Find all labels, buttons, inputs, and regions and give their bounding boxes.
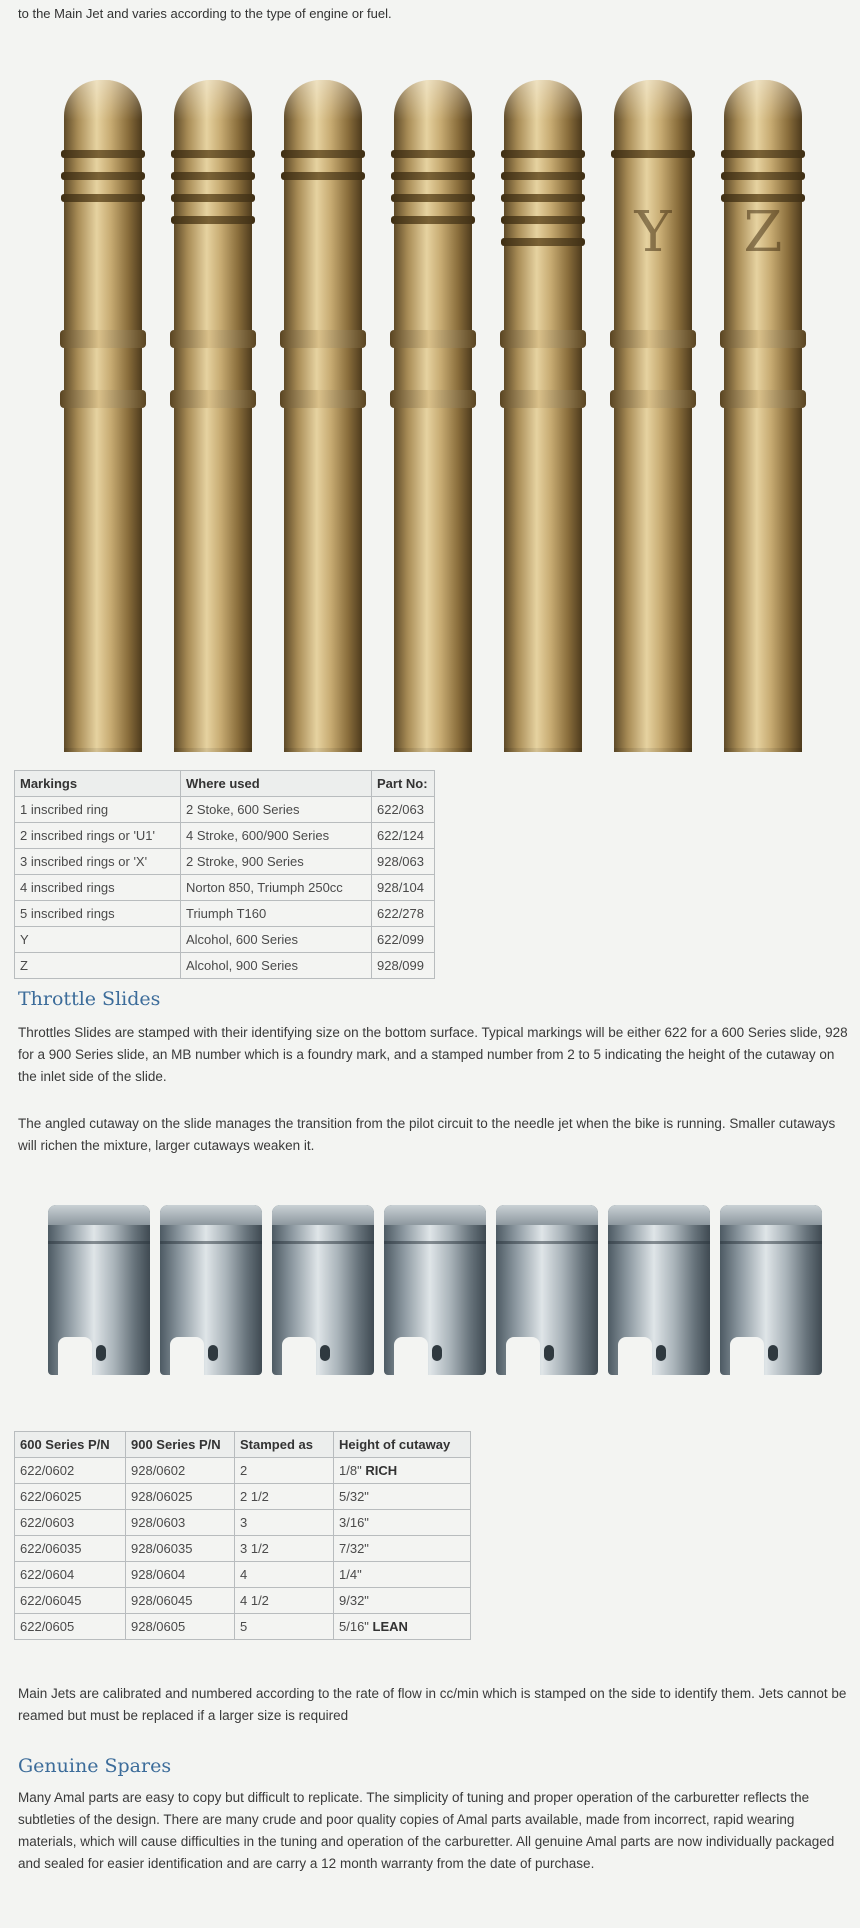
table-row [15,901,435,927]
slide-slot [432,1345,442,1361]
slide-top [384,1205,486,1225]
cutaway-height: 1/8" [339,1463,362,1478]
slide-top [496,1205,598,1225]
slide-cut [170,1337,204,1375]
column-header: 600 Series P/N [15,1432,126,1458]
table-cell [334,1588,471,1614]
slide-cut [282,1337,316,1375]
genuine-spares-heading: Genuine Spares [18,1755,172,1777]
slide-cutaway-table [14,1431,471,1640]
table-cell [334,1458,471,1484]
clip-groove [280,390,366,408]
column-header: 900 Series P/N [126,1432,235,1458]
table-cell: 5 [235,1614,334,1640]
clip-groove [720,390,806,408]
slide-cut [394,1337,428,1375]
slide-slot [208,1345,218,1361]
table-cell: 4 Stroke, 600/900 Series [181,823,372,849]
table-cell: Triumph T160 [181,901,372,927]
table-row [15,823,435,849]
genuine-spares-paragraph: Many Amal parts are easy to copy but difficult to replicate. The simplicity of tuning and proper operation of the carburetter reflects the subtleties of the design. There are many crude and poor quality copies of Amal parts available, made from incorrect, rapid wearing materials, which will cause difficulties in the tuning and operation of the carburetter. All genuine Amal parts are now individually packaged and sealed for easier identification and are carry a 12 month warranty from the date of purchase. [18,1790,835,1871]
table-row [15,797,435,823]
throttle-slide [496,1205,598,1375]
cutaway-height: 9/32" [339,1593,369,1608]
table-cell: 622/06035 [15,1536,126,1562]
clip-groove [610,390,696,408]
table-row [15,849,435,875]
table-row [15,1562,471,1588]
table-cell: 2 Stoke, 600 Series [181,797,372,823]
inscribed-ring [171,150,255,158]
throttle-slide [384,1205,486,1375]
inscribed-ring [611,150,695,158]
column-header: Markings [15,771,181,797]
inscribed-ring [501,194,585,202]
needle-marking: Z [743,200,783,265]
needle-tip [724,80,802,120]
table-cell: 2 inscribed rings or 'U1' [15,823,181,849]
inscribed-ring [61,194,145,202]
table-cell [334,1484,471,1510]
slide-cut [618,1337,652,1375]
needle-tip [64,80,142,120]
table-cell: 4 inscribed rings [15,875,181,901]
table-cell: 928/0603 [126,1510,235,1536]
inscribed-ring [281,172,365,180]
table-cell: 622/124 [372,823,435,849]
needle-tip [614,80,692,120]
table-row [15,1510,471,1536]
table-cell: 928/099 [372,953,435,979]
intro-text: to the Main Jet and varies according to the type of engine or fuel. [18,6,392,21]
inscribed-ring [721,150,805,158]
table-row [15,1458,471,1484]
inscribed-ring [171,216,255,224]
slide-slot [320,1345,330,1361]
mixture-note: RICH [365,1463,398,1478]
table-row [15,1614,471,1640]
slide-cut [730,1337,764,1375]
jet-needle [394,80,472,752]
cutaway-height: 1/4" [339,1567,362,1582]
jet-needles-photo [48,80,814,752]
slide-band [384,1241,486,1244]
table-cell: 928/104 [372,875,435,901]
inscribed-ring [501,216,585,224]
inscribed-ring [171,194,255,202]
slide-band [496,1241,598,1244]
mixture-note: LEAN [372,1619,408,1634]
table-row [15,953,435,979]
table-cell: 622/278 [372,901,435,927]
slide-slot [768,1345,778,1361]
column-header: Height of cutaway [334,1432,471,1458]
cutaway-height: 5/32" [339,1489,369,1504]
clip-groove [720,330,806,348]
table-cell: 928/06035 [126,1536,235,1562]
throttle-slide [48,1205,150,1375]
table-cell: 622/063 [372,797,435,823]
slide-band [608,1241,710,1244]
clip-groove [610,330,696,348]
table-cell: Z [15,953,181,979]
throttle-slide [160,1205,262,1375]
table-cell: 1 inscribed ring [15,797,181,823]
inscribed-ring [61,150,145,158]
inscribed-ring [391,150,475,158]
inscribed-ring [281,150,365,158]
table-cell: 928/06025 [126,1484,235,1510]
inscribed-ring [61,172,145,180]
clip-groove [390,390,476,408]
table-cell: Alcohol, 600 Series [181,927,372,953]
clip-groove [390,330,476,348]
table-row [15,1536,471,1562]
table-cell: Norton 850, Triumph 250cc [181,875,372,901]
inscribed-ring [391,194,475,202]
table-cell: 4 1/2 [235,1588,334,1614]
slide-top [272,1205,374,1225]
column-header: Where used [181,771,372,797]
throttle-slide [272,1205,374,1375]
table-cell: Alcohol, 900 Series [181,953,372,979]
jet-needle [614,80,692,752]
slide-band [272,1241,374,1244]
table-cell: 622/0604 [15,1562,126,1588]
table-cell: 928/063 [372,849,435,875]
table-row [15,875,435,901]
table-cell [334,1562,471,1588]
column-header: Stamped as [235,1432,334,1458]
slide-slot [96,1345,106,1361]
table-row [15,1588,471,1614]
table-cell: 622/099 [372,927,435,953]
table-cell: 928/06045 [126,1588,235,1614]
slide-slot [656,1345,666,1361]
table-cell: 622/0603 [15,1510,126,1536]
table-cell: 3 1/2 [235,1536,334,1562]
table-cell: 2 1/2 [235,1484,334,1510]
throttle-slide [720,1205,822,1375]
clip-groove [500,390,586,408]
table-cell: Y [15,927,181,953]
needle-tip [174,80,252,120]
inscribed-ring [391,172,475,180]
table-cell: 2 Stroke, 900 Series [181,849,372,875]
throttle-slides-heading: Throttle Slides [18,988,161,1010]
clip-groove [280,330,366,348]
jet-needle [174,80,252,752]
clip-groove [60,330,146,348]
needle-tip [394,80,472,120]
table-cell [334,1510,471,1536]
table-row [15,1484,471,1510]
table-cell: 928/0604 [126,1562,235,1588]
slide-top [720,1205,822,1225]
table-cell [334,1614,471,1640]
table-header-row [15,771,435,797]
slide-band [720,1241,822,1244]
throttle-slides-photo [48,1205,826,1380]
cutaway-height: 3/16" [339,1515,369,1530]
throttle-slides-paragraph: Throttles Slides are stamped with their identifying size on the bottom surface. Typical markings will be either 622 for a 600 Series slide, 928 for a 900 Series slide, an MB number which is a foundry mark, and a stamped number from 2 to 5 indicating the height of the cutaway on the inlet side of the slide. [18,1025,848,1084]
clip-groove [500,330,586,348]
inscribed-ring [721,172,805,180]
table-cell: 4 [235,1562,334,1588]
slide-top [48,1205,150,1225]
cutaway-height: 7/32" [339,1541,369,1556]
table-cell [334,1536,471,1562]
inscribed-ring [501,172,585,180]
inscribed-ring [391,216,475,224]
jet-needle [284,80,362,752]
table-cell: 622/0602 [15,1458,126,1484]
table-cell: 622/06045 [15,1588,126,1614]
inscribed-ring [501,238,585,246]
table-cell: 5 inscribed rings [15,901,181,927]
needle-tip [284,80,362,120]
table-row [15,927,435,953]
table-cell: 622/0605 [15,1614,126,1640]
table-cell: 3 [235,1510,334,1536]
inscribed-ring [501,150,585,158]
table-header-row [15,1432,471,1458]
main-jets-paragraph: Main Jets are calibrated and numbered according to the rate of flow in cc/min which is stamped on the side to identify them. Jets cannot be reamed but must be replaced if a larger size is required [18,1686,847,1723]
clip-groove [170,330,256,348]
table-cell: 928/0602 [126,1458,235,1484]
slide-band [48,1241,150,1244]
slide-top [160,1205,262,1225]
throttle-slide [608,1205,710,1375]
slide-cut [506,1337,540,1375]
clip-groove [60,390,146,408]
slide-cut [58,1337,92,1375]
clip-groove [170,390,256,408]
needle-marking: Y [634,200,672,265]
cutaway-height: 5/16" [339,1619,369,1634]
needle-tip [504,80,582,120]
table-cell: 2 [235,1458,334,1484]
table-cell: 3 inscribed rings or 'X' [15,849,181,875]
slide-top [608,1205,710,1225]
slide-slot [544,1345,554,1361]
jet-needle [64,80,142,752]
needle-markings-table [14,770,435,979]
table-cell: 928/0605 [126,1614,235,1640]
inscribed-ring [171,172,255,180]
jet-needle [724,80,802,752]
table-cell: 622/06025 [15,1484,126,1510]
cutaway-paragraph: The angled cutaway on the slide manages the transition from the pilot circuit to the needle jet when the bike is running. Smaller cutaways will richen the mixture, larger cutaways weaken it. [18,1116,836,1153]
column-header: Part No: [372,771,435,797]
slide-band [160,1241,262,1244]
jet-needle [504,80,582,752]
